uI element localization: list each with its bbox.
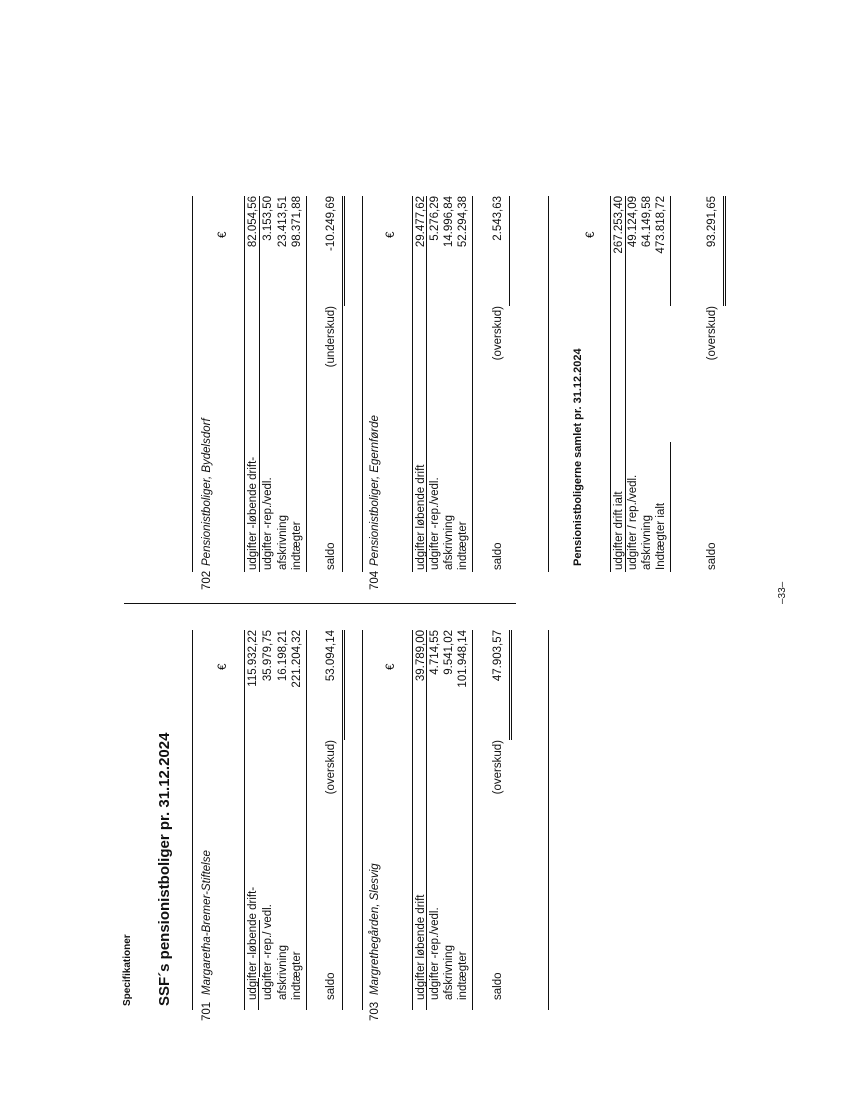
saldo-value: 53.094,14 [325,630,337,682]
saldo-value: 93.291,65 [706,196,718,248]
saldo-label: saldo [492,972,504,1000]
row-value: 16.198,21 [277,630,289,682]
section-name: Margrethegården, Slesvig [369,863,381,995]
row-value: 29.477,62 [415,196,427,248]
row-label: udgifter -rep./vedl. [429,477,441,570]
row-label: indtægter [291,951,303,1000]
saldo-note: (overskud) [325,740,337,795]
row-value: 101.948,14 [457,630,469,688]
row-label: afskrivning [277,515,289,570]
row-value: 35.979,75 [262,630,274,682]
row-label: indtægter [457,951,469,1000]
section-name: Margaretha-Bremer-Stiftelse [201,850,213,995]
saldo-note: (overskud) [706,306,718,361]
section-code: 702 [201,570,213,590]
row-label: udgifter -rep./vedl. [429,907,441,1000]
row-label: udgifter / rep./vedl. [627,474,639,570]
row-value: 115.932,22 [247,630,259,687]
saldo-rule [344,196,345,306]
section-top-rule [362,630,363,1010]
saldo-label: saldo [492,542,504,570]
row-rule [306,630,307,1010]
section-code: 701 [201,1001,213,1021]
row-label: udgifter løbende drift [415,894,427,1000]
row-rule [244,630,245,1010]
section-code: 703 [369,1001,381,1021]
row-rule [412,630,413,1010]
row-label: udgifter drift ialt [613,491,625,570]
row-label: afskrivning [277,945,289,1000]
saldo-rule [342,196,343,572]
row-label: udgifter -løbende drift- [247,886,259,1000]
row-rule [670,442,671,572]
row-rule [472,196,473,572]
row-value: 9.541,02 [443,630,455,675]
currency-label: € [217,231,229,238]
row-value: 82.054,56 [247,196,259,248]
saldo-value: 47.903,57 [492,630,504,682]
row-value: 4.714,55 [429,630,441,675]
row-rule [670,196,671,306]
row-rule [472,630,473,1010]
row-rule [259,920,260,977]
row-rule [259,196,260,572]
row-rule [306,196,307,572]
row-label: udgifter -rep./vedl. [262,477,274,570]
saldo-label: saldo [325,972,337,1000]
saldo-rule [344,630,345,740]
row-rule [426,630,427,1010]
saldo-rule [509,196,510,306]
summary-top-rule [548,196,549,572]
saldo-label: saldo [325,542,337,570]
saldo-note: (overskud) [492,306,504,361]
row-rule [625,196,626,572]
row-label: afskrivning [443,515,455,570]
currency-label: € [217,663,229,670]
saldo-rule [511,630,512,740]
row-value: 473.818,72 [655,196,667,254]
saldo-rule [725,196,726,306]
saldo-value: -10.249,69 [325,196,337,251]
row-value: 3.153,50 [262,196,274,241]
row-rule [258,978,259,1010]
section-name: Pensionistboliger, Bydelsdorf [201,418,213,566]
header-label: Specifikationer [122,934,133,1006]
section-name: Pensionistboliger, Egernførde [369,415,381,566]
row-value: 49.124,09 [627,196,639,248]
row-label: indtægter [291,521,303,570]
section-code: 704 [369,570,381,590]
section-bottom-rule [548,630,549,1010]
saldo-rule [723,196,724,306]
row-value: 5.276,29 [429,196,441,241]
row-rule [244,196,245,572]
saldo-label: saldo [706,542,718,570]
currency-label: € [585,231,597,238]
page-number: –33– [777,581,788,604]
row-value: 14.996,84 [443,196,455,248]
row-label: udgifter løbende drift [415,464,427,570]
row-rule [610,196,611,572]
section-top-rule [192,196,193,572]
row-label: afskrivning [641,515,653,570]
row-value: 98.371,88 [291,196,303,248]
saldo-rule [509,630,510,740]
currency-label: € [385,231,397,238]
saldo-note: (underskud) [325,306,337,368]
row-label: afskrivning [443,945,455,1000]
row-label: indtægter [457,521,469,570]
section-top-rule [362,196,363,572]
section-top-rule [192,630,193,1010]
center-divider [124,603,516,604]
row-value: 221.204,32 [291,630,303,688]
currency-label: € [385,663,397,670]
row-value: 52.294,38 [457,196,469,248]
row-label: Indtægter ialt [655,502,667,570]
saldo-value: 2.543,63 [492,196,504,241]
summary-title: Pensionistboligerne samlet pr. 31.12.2024 [572,348,584,566]
page-title: SSF´s pensionistboliger pr. 31.12.2024 [156,732,173,1006]
row-value: 64.149,58 [641,196,653,248]
row-rule [426,196,427,572]
row-rule [412,196,413,572]
row-label: udgifter -rep./ vedl. [262,904,274,1000]
row-value: 23.413,51 [277,196,289,248]
saldo-note: (overskud) [492,740,504,795]
row-value: 267.253,40 [613,196,625,254]
saldo-rule [342,630,343,1010]
row-label: udgifter -løbende drift- [247,456,259,570]
row-value: 39.789,00 [415,630,427,682]
